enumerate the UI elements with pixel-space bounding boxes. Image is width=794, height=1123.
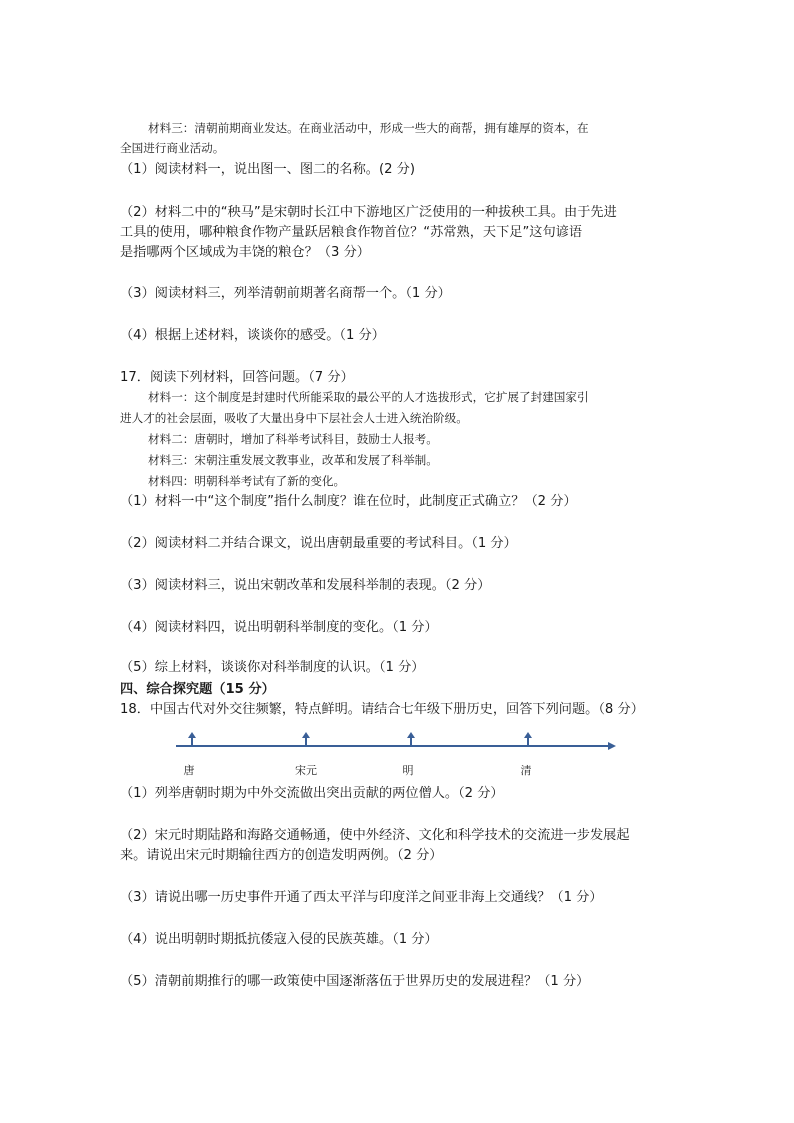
timeline-tick-songyuan [302, 732, 310, 746]
q17-sub1: （1）材料一中“这个制度”指什么制度？谁在位时，此制度正式确立？（2 分） [120, 494, 577, 509]
q18-sub5: （5）清朝前期推行的哪一政策使中国逐渐落伍于世界历史的发展进程？（1 分） [120, 974, 590, 989]
q17-material2: 材料二：唐朝时，增加了科举考试科目，鼓励士人报考。 [148, 432, 438, 446]
timeline-axis-arrow [176, 745, 608, 747]
q17-sub4: （4）阅读材料四，说出明朝科举制度的变化。（1 分） [120, 620, 438, 635]
q17-material1-line1: 材料一：这个制度是封建时代所能采取的最公平的人才选拔形式，它扩展了封建国家引 [148, 390, 589, 404]
q16-sub2-line2: 工具的使用，哪种粮食作物产量跃居粮食作物首位？“苏常熟，天下足”这句谚语 [120, 225, 583, 240]
q16-sub3: （3）阅读材料三，列举清朝前期著名商帮一个。（1 分） [120, 286, 451, 301]
q17-material1-line2: 进人才的社会层面，吸收了大量出身中下层社会人士进入统治阶级。 [120, 411, 468, 425]
q18-sub1: （1）列举唐朝时期为中外交流做出突出贡献的两位僧人。（2 分） [120, 786, 504, 801]
q18-sub4: （4）说出明朝时期抵抗倭寇入侵的民族英雄。（1 分） [120, 932, 438, 947]
q18-heading: 18．中国古代对外交往频繁，特点鲜明。请结合七年级下册历史，回答下列问题。（8 分） [120, 702, 644, 717]
q16-sub2-line1: （2）材料二中的“秧马”是宋朝时长江中下游地区广泛使用的一种拔秧工具。由于先进 [120, 205, 617, 220]
timeline-label-tang: 唐 [183, 764, 195, 777]
timeline-tick-ming [407, 732, 415, 746]
timeline-label-ming: 明 [402, 764, 414, 777]
q18-sub2-line2: 来。请说出宋元时期输往西方的创造发明两例。（2 分） [120, 848, 443, 863]
timeline-label-qing: 清 [520, 764, 532, 777]
timeline-tick-tang [188, 732, 196, 746]
q16-material3-line1: 材料三：清朝前期商业发达。在商业活动中，形成一些大的商帮，拥有雄厚的资本，在 [148, 121, 589, 135]
q16-sub2-line3: 是指哪两个区域成为丰饶的粮仓？（3 分） [120, 245, 370, 260]
q17-material3: 材料三：宋朝注重发展文教事业，改革和发展了科举制。 [148, 453, 438, 467]
timeline-tick-qing [524, 732, 532, 746]
q18-sub2-line1: （2）宋元时期陆路和海路交通畅通，使中外经济、文化和科学技术的交流进一步发展起 [120, 828, 630, 843]
q17-material4: 材料四：明朝科举考试有了新的变化。 [148, 474, 346, 488]
q16-material3-line2: 全国进行商业活动。 [120, 141, 225, 155]
q17-sub5: （5）综上材料，谈谈你对科举制度的认识。（1 分） [120, 660, 425, 675]
q17-sub3: （3）阅读材料三，说出宋朝改革和发展科举制的表现。（2 分） [120, 578, 491, 593]
dynasty-timeline [176, 728, 616, 784]
q17-heading: 17．阅读下列材料，回答问题。（7 分） [120, 370, 354, 385]
q16-sub1: （1）阅读材料一，说出图一、图二的名称。(2 分) [120, 162, 416, 177]
section4-heading: 四、综合探究题（15 分） [120, 682, 275, 697]
q17-sub2: （2）阅读材料二并结合课文，说出唐朝最重要的考试科目。（1 分） [120, 536, 517, 551]
q16-sub4: （4）根据上述材料，谈谈你的感受。（1 分） [120, 328, 385, 343]
timeline-label-songyuan: 宋元 [295, 764, 317, 777]
q18-sub3: （3）请说出哪一历史事件开通了西太平洋与印度洋之间亚非海上交通线？（1 分） [120, 890, 603, 905]
